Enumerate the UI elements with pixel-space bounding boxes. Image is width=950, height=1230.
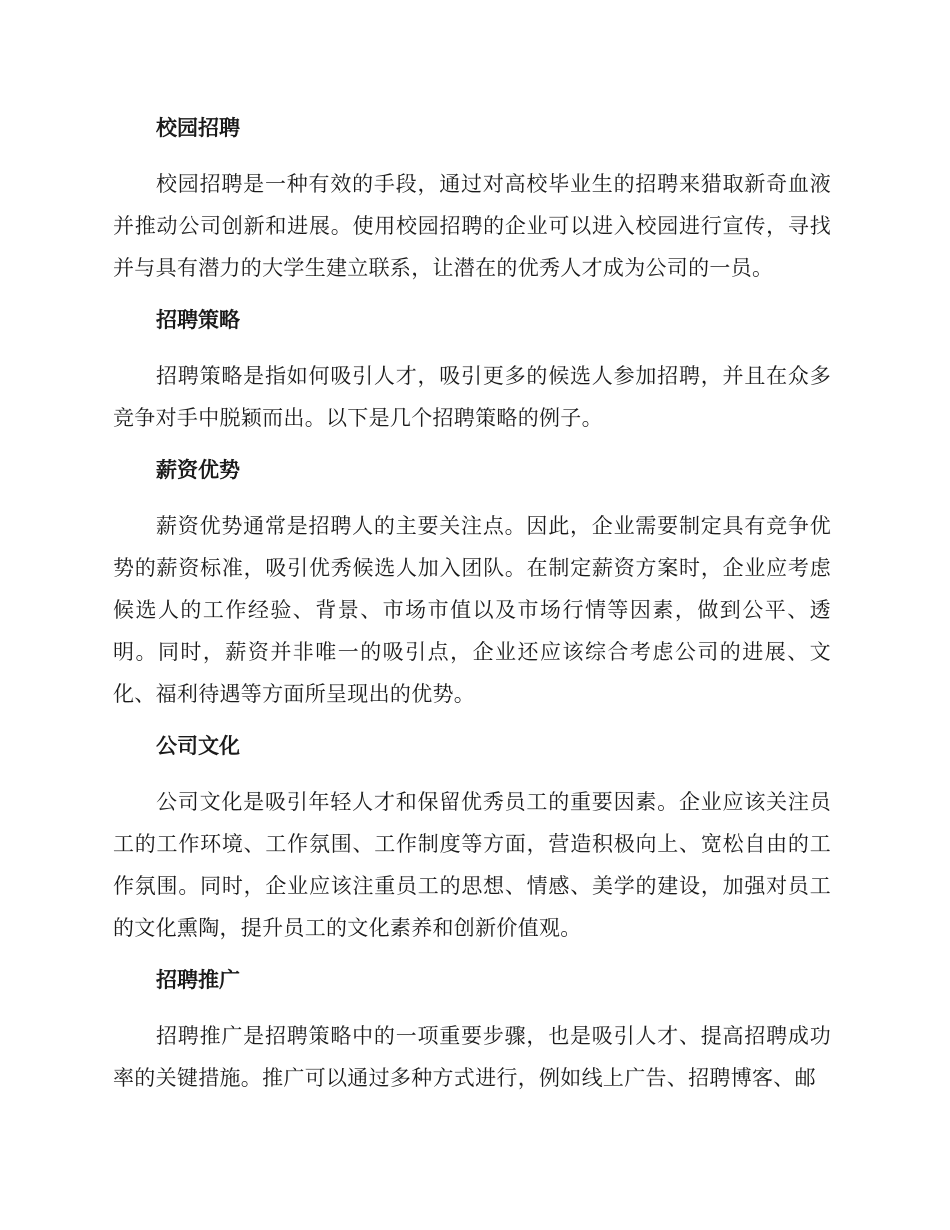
- section-heading-recruitment-strategy: 招聘策略: [156, 308, 240, 332]
- section-heading-salary-advantage: 薪资优势: [156, 458, 240, 482]
- section-heading-company-culture: 公司文化: [156, 734, 240, 758]
- document-page: [113, 108, 831, 1099]
- section-heading-campus-recruitment: 校园招聘: [156, 116, 240, 140]
- section-paragraph-salary-advantage: 薪资优势通常是招聘人的主要关注点。因此，企业需要制定具有竞争优势的薪资标准，吸引优秀候选人加入团队。在制定薪资方案时，企业应考虑候选人的工作经验、背景、市场市值以及市场行情等因素，做到公平、透明。同时，薪资并非唯一的吸引点，企业还应该综合考虑公司的进展、文化、福利待遇等方面所呈现出的优势。: [113, 514, 831, 706]
- section-paragraph-company-culture: 公司文化是吸引年轻人才和保留优秀员工的重要因素。企业应该关注员工的工作环境、工作氛围、工作制度等方面，营造积极向上、宽松自由的工作氛围。同时，企业应该注重员工的思想、情感、美学的建设，加强对员工的文化熏陶，提升员工的文化素养和创新价值观。: [113, 790, 831, 940]
- section-paragraph-recruitment-strategy: 招聘策略是指如何吸引人才，吸引更多的候选人参加招聘，并且在众多竞争对手中脱颖而出。以下是几个招聘策略的例子。: [113, 364, 831, 430]
- section-paragraph-campus-recruitment: 校园招聘是一种有效的手段，通过对高校毕业生的招聘来猎取新奇血液并推动公司创新和进展。使用校园招聘的企业可以进入校园进行宣传，寻找并与具有潜力的大学生建立联系，让潜在的优秀人才成为公司的一员。: [113, 172, 831, 280]
- section-paragraph-recruitment-promotion: 招聘推广是招聘策略中的一项重要步骤，也是吸引人才、提高招聘成功率的关键措施。推广可以通过多种方式进行，例如线上广告、招聘博客、邮: [113, 1024, 831, 1090]
- section-heading-recruitment-promotion: 招聘推广: [156, 968, 240, 992]
